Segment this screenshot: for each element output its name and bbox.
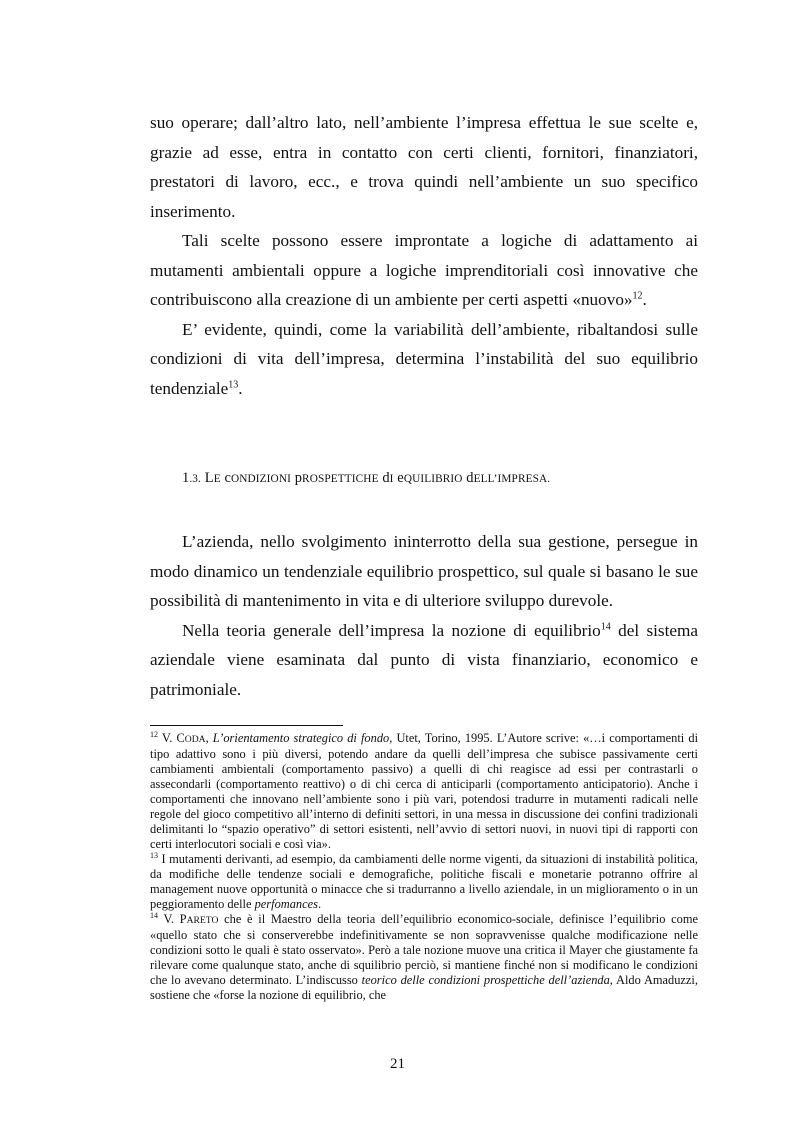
footnote-ref-14[interactable]: 14 <box>600 620 611 632</box>
footnote-12: $^{12}$ V. CODA, L’orientamento strategico di fondo, Utet, Torino, 1995. L’Autore scrive: «…i comportamenti di tipo adattivo sono i più diversi, potendo andare da quelli dell’impresa che subisce passivamente certi cambiamenti ambientali (comportamento passivo) a quelli di chi reagisce ad essi per contrastarli o assecondarli (comportamento reattivo) o di chi cerca di anticiparli (comportamento anticipatorio). Anche i comportamenti che innovano nell’ambiente sono i più vari, potendosi tradurre in mutamenti radicali nelle regole del gioco competitivo all’interno di definiti settori, in una messa in discussione dei confini tradizionali delimitanti lo “spazio operativo” di settori esistenti, nell’avvio di settori nuovi, in nuovi tipi di rapporti con certi interlocutori sociali e così via». <box>150 729 699 851</box>
section-body <box>150 527 698 704</box>
section-heading: 1.3. LE cONDIZIONI pROSPETTICHE dI eQUILIBRIO dELL’IMPRESA. <box>182 470 551 486</box>
section-paragraph-1: L’azienda, nello svolgimento ininterrotto della sua gestione, persegue in modo dinamico un tendenziale equilibrio prospettico, sul quale si basano le sue possibilità di mantenimento in vita e di ulteriore sviluppo durevole. <box>150 532 698 610</box>
section-paragraph-2: Nella teoria generale dell’impresa la nozione di equilibrio$^{14}$ del sistema aziendale viene esaminata dal punto di vista finanziario, economico e patrimoniale. <box>150 620 698 699</box>
footnote-14: $^{14}$ V. PARETO che è il Maestro della teoria dell’equilibrio economico-sociale, definisce l’equilibrio come «quello stato che si conserverebbe indefinitivamente se non sopravvenisse qualche modificazione nelle condizioni sotto le quali è stato osservato». Però a tale nozione muove una critica il Mayer che giustamente fa rilevare come qualunque stato, anche di squilibrio perciò, si mantiene finché non si modificano le condizioni che lo avevano determinato. L’indiscusso teorico delle condizioni prospettiche dell’azienda, Aldo Amaduzzi, sostiene che «forse la nozione di equilibrio, che <box>150 910 698 1002</box>
body-text <box>150 108 698 403</box>
page-number: 21 <box>390 1056 405 1072</box>
paragraph-2: Tali scelte possono essere improntate a logiche di adattamento ai mutamenti ambientali oppure a logiche imprenditoriali così innovative che contribuiscono alla creazione di un ambiente per certi aspetti «nuovo»$^{12}$. <box>150 231 698 309</box>
footnote-13: $^{13}$ I mutamenti derivanti, ad esempio, da cambiamenti delle norme vigenti, da situazioni di instabilità politica, da modifiche delle tendenze sociali e demografiche, politiche fiscali e monetarie potranno offrire al management nuove opportunità o minacce che si tradurranno a livello aziendale, in un miglioramento o in un peggioramento delle perfomances. <box>150 850 698 911</box>
footnote-author: CODA <box>176 731 206 745</box>
footnotes <box>150 731 698 1003</box>
paragraph-1: suo operare; dall’altro lato, nell’ambiente l’impresa effettua le sue scelte e, grazie ad esse, entra in contatto con certi clienti, fornitori, finanziatori, prestatori di lavoro, ecc., e trova quindi nell’ambiente un suo specifico inserimento. <box>150 113 698 221</box>
footnote-title: L’orientamento strategico di fondo <box>212 731 390 745</box>
footnote-ref-13[interactable]: 13 <box>228 378 239 390</box>
paragraph-3: E’ evidente, quindi, come la variabilità dell’ambiente, ribaltandosi sulle condizioni di vita dell’impresa, determina l’instabilità del suo equilibrio tendenziale$^{13}$. <box>150 319 698 398</box>
footnote-author: PARETO <box>179 912 219 926</box>
footnote-ref-12[interactable]: 12 <box>632 290 643 302</box>
footnote-separator <box>150 725 343 726</box>
